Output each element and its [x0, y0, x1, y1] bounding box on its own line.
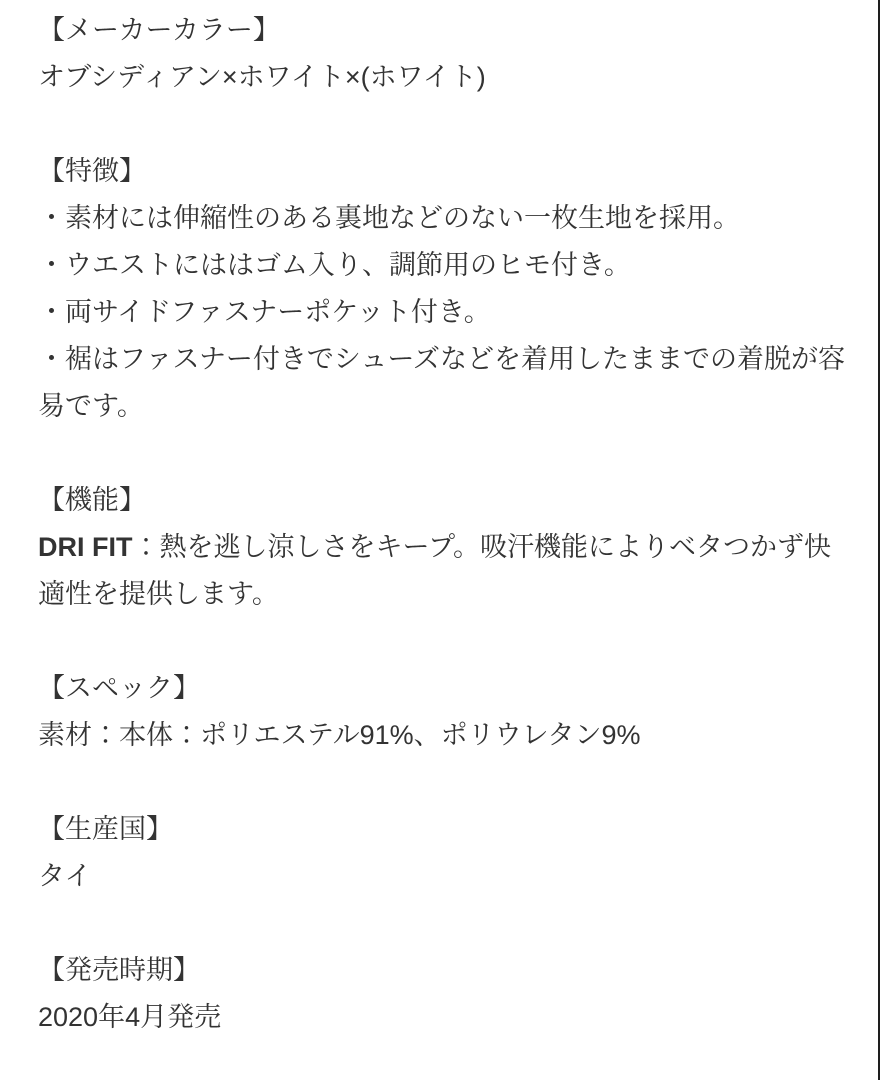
spec-value: 素材：本体：ポリエステル91%、ポリウレタン9% [38, 720, 641, 750]
feature-item: ・両サイドファスナーポケット付き。 [38, 297, 491, 327]
product-description-text [38, 7, 853, 1041]
function-tech-name: DRI FIT [38, 532, 133, 562]
function-description-text: ：熱を逃し涼しさをキープ。吸汗機能によりベタつかず快適性を提供します。 [38, 532, 831, 609]
section-maker-color [38, 7, 853, 101]
spec-heading: 【スペック】 [38, 673, 200, 703]
maker-color-heading: 【メーカーカラー】 [38, 15, 280, 45]
maker-color-value: オブシディアン×ホワイト×(ホワイト) [38, 62, 486, 92]
feature-item: ・裾はファスナー付きでシューズなどを着用したままでの着脱が容易です。 [38, 344, 846, 421]
features-heading: 【特徴】 [38, 156, 146, 186]
country-value: タイ [38, 861, 92, 891]
feature-item: ・ウエストにははゴム入り、調節用のヒモ付き。 [38, 250, 631, 280]
section-function [38, 477, 853, 618]
feature-item: ・素材には伸縮性のある裏地などのない一枚生地を採用。 [38, 203, 740, 233]
function-heading: 【機能】 [38, 485, 146, 515]
release-heading: 【発売時期】 [38, 955, 200, 985]
section-country [38, 806, 853, 900]
section-features [38, 148, 853, 430]
right-border-line [878, 0, 880, 1080]
country-heading: 【生産国】 [38, 814, 173, 844]
release-value: 2020年4月発売 [38, 1002, 222, 1032]
section-release [38, 947, 853, 1041]
section-spec [38, 665, 853, 759]
function-description [38, 524, 853, 618]
